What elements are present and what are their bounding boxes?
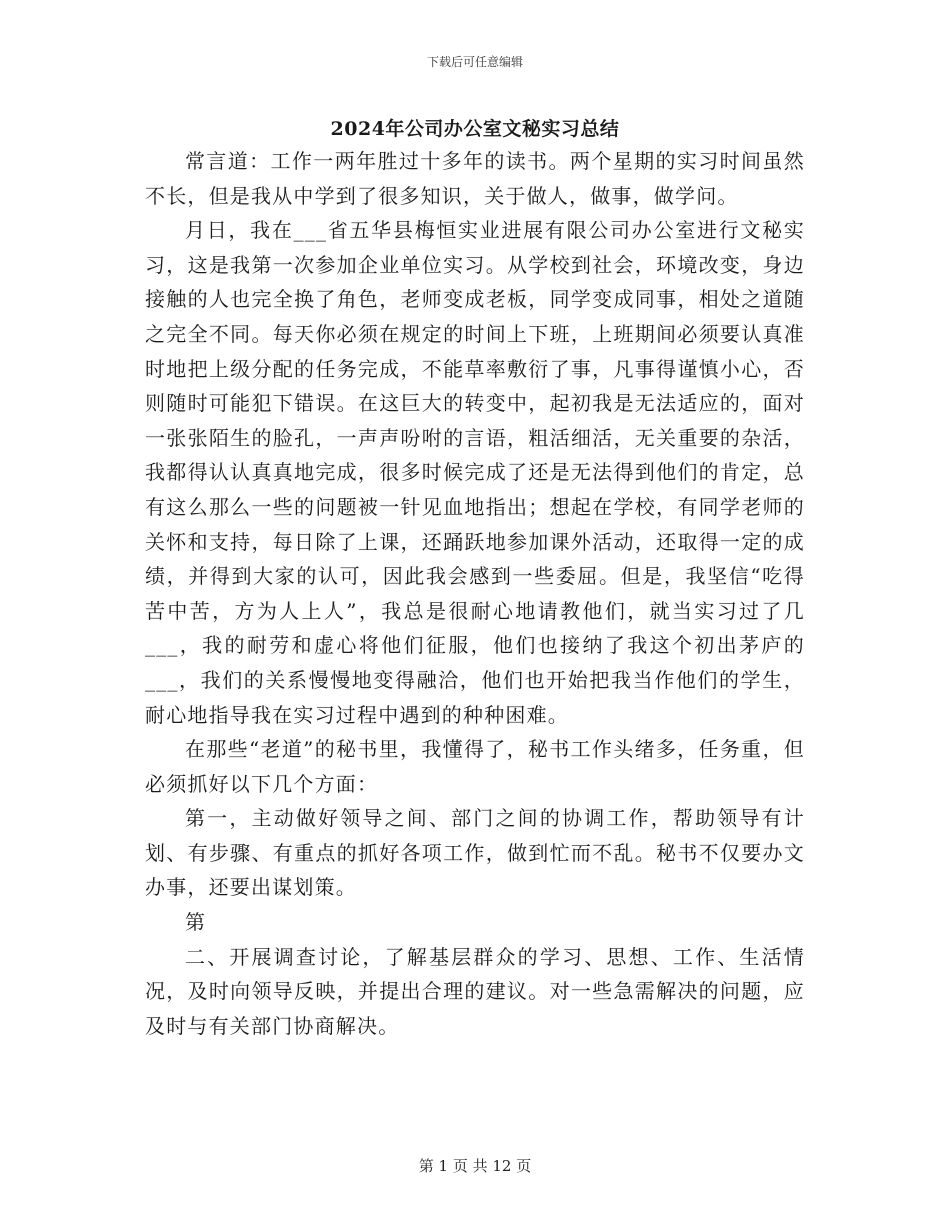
- paragraph: 第一，主动做好领导之间、部门之间的协调工作，帮助领导有计划、有步骤、有重点的抓好各项工作，做到忙而不乱。秘书不仅要办文办事，还要出谋划策。: [145, 806, 805, 900]
- paragraph: 二、开展调查讨论，了解基层群众的学习、思想、工作、生活情况，及时向领导反映，并提出合理的建议。对一些急需解决的问题，应及时与有关部门协商解决。: [145, 944, 805, 1038]
- page-number-footer: 第 1 页 共 12 页: [418, 1157, 532, 1175]
- paragraph: 在那些“老道”的秘书里，我懂得了，秘书工作头绪多，任务重，但必须抓好以下几个方面：: [145, 737, 805, 796]
- header-note: 下载后可任意编辑: [426, 55, 523, 69]
- paragraph: 月日，我在___省五华县梅恒实业进展有限公司办公室进行文秘实习，这是我第一次参加企业单位实习。从学校到社会，环境改变，身边接触的人也完全换了角色，老师变成老板，同学变成同事，相处之道随之完全不同。每天你必须在规定的时间上下班，上班期间必须要认真准时地把上级分配的任务完成，不能草率敷衍了事，凡事得谨慎小心，否则随时可能犯下错误。在这巨大的转变中，起初我是无法适应的，面对一张张陌生的脸孔，一声声吩咐的言语，粗活细活，无关重要的杂活，我都得认认真真地完成，很多时候完成了还是无法得到他们的肯定，总有这么那么一些的问题被一针见血地指出；想起在学校，有同学老师的关怀和支持，每日除了上课，还踊跃地参加课外活动，还取得一定的成绩，并得到大家的认可，因此我会感到一些委屈。但是，我坚信“吃得苦中苦，方为人上人”，我总是很耐心地请教他们，就当实习过了几___，我的耐劳和虚心将他们征服，他们也接纳了我这个初出茅庐的___，我们的关系慢慢地变得融洽，他们也开始把我当作他们的学生，耐心地指导我在实习过程中遇到的种种困难。: [145, 218, 805, 727]
- document-body: [145, 144, 805, 1043]
- paragraph: 常言道：工作一两年胜过十多年的读书。两个星期的实习时间虽然不长，但是我从中学到了很多知识，关于做人，做事，做学问。: [145, 149, 805, 208]
- document-title: 2024年公司办公室文秘实习总结: [330, 118, 620, 140]
- paragraph: 第: [185, 910, 207, 935]
